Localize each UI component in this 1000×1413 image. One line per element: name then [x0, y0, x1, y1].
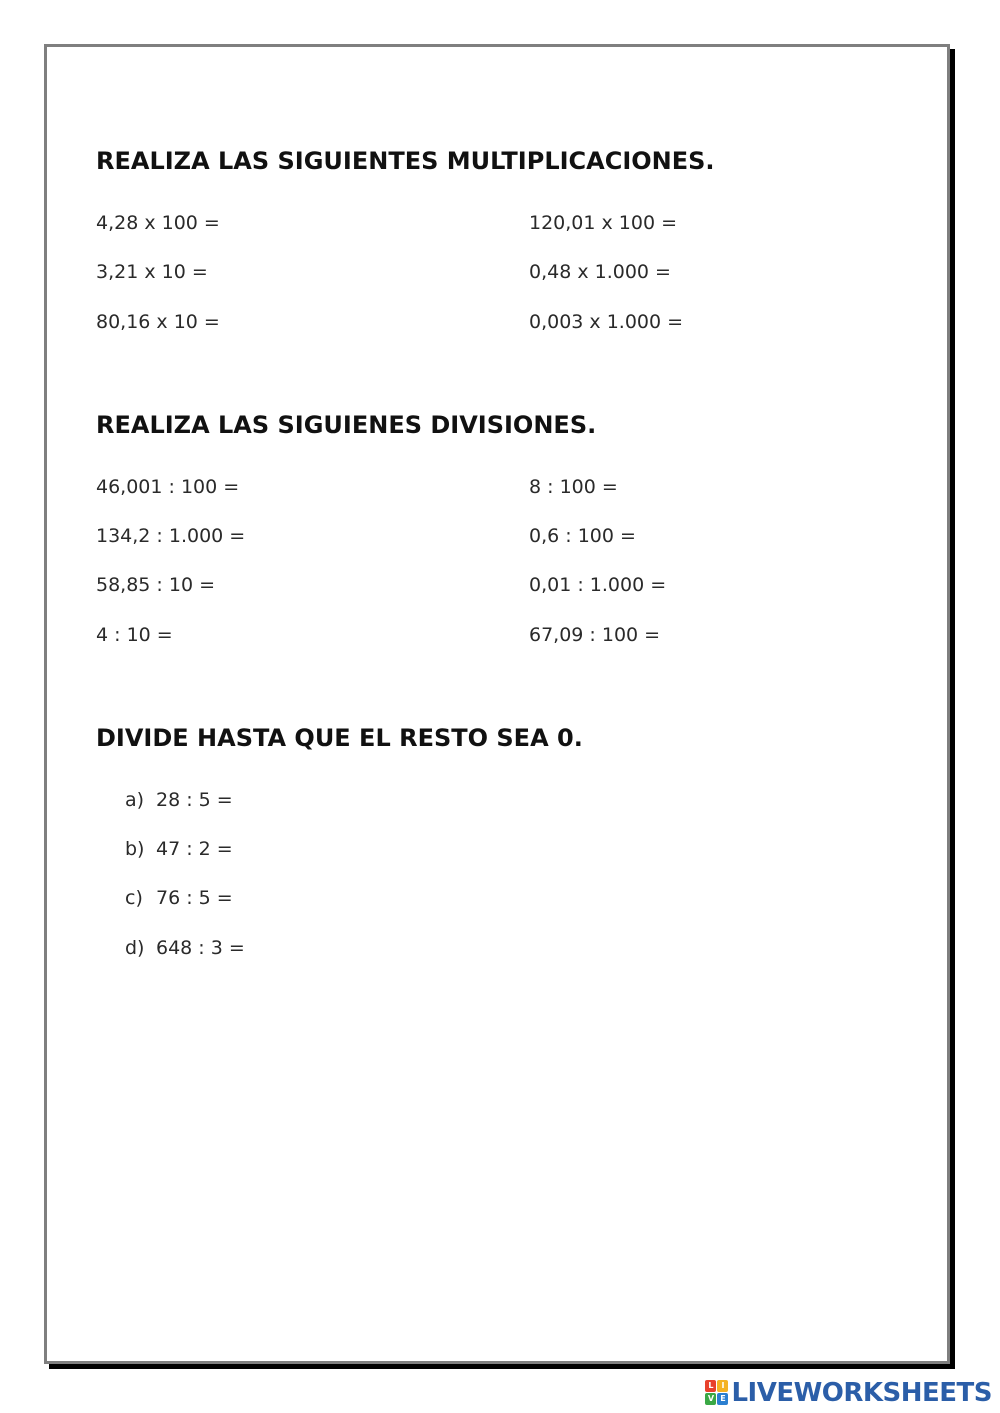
item-expression: 648 : 3 =	[156, 937, 245, 959]
logo-square: L	[705, 1380, 716, 1392]
long-division-item[interactable]	[125, 789, 233, 811]
item-letter: d)	[125, 937, 145, 959]
multiplication-exercise[interactable]: 80,16 x 10 =	[96, 311, 220, 333]
liveworksheets-logo-icon	[705, 1380, 729, 1406]
multiplication-exercise[interactable]: 4,28 x 100 =	[96, 212, 220, 234]
multiplication-exercise[interactable]: 120,01 x 100 =	[529, 212, 678, 234]
division-exercise[interactable]: 58,85 : 10 =	[96, 574, 216, 596]
long-division-heading: DIVIDE HASTA QUE EL RESTO SEA 0.	[96, 724, 583, 752]
division-exercise[interactable]: 0,01 : 1.000 =	[529, 574, 667, 596]
division-exercise[interactable]: 4 : 10 =	[96, 624, 173, 646]
division-exercise[interactable]: 0,6 : 100 =	[529, 525, 636, 547]
liveworksheets-brand[interactable]	[705, 1376, 992, 1410]
item-letter: c)	[125, 887, 143, 909]
item-expression: 47 : 2 =	[156, 838, 233, 860]
logo-square: I	[717, 1380, 728, 1392]
division-heading: REALIZA LAS SIGUIENES DIVISIONES.	[96, 411, 597, 439]
multiplication-exercise[interactable]: 0,003 x 1.000 =	[529, 311, 684, 333]
long-division-item[interactable]	[125, 887, 233, 909]
long-division-item[interactable]	[125, 937, 245, 959]
division-exercise[interactable]: 46,001 : 100 =	[96, 476, 240, 498]
item-letter: b)	[125, 838, 145, 860]
item-expression: 28 : 5 =	[156, 789, 233, 811]
multiplication-exercise[interactable]: 0,48 x 1.000 =	[529, 261, 671, 283]
item-letter: a)	[125, 789, 145, 811]
logo-square: E	[717, 1393, 728, 1405]
liveworksheets-wordmark: LIVEWORKSHEETS	[731, 1378, 992, 1408]
division-exercise[interactable]: 8 : 100 =	[529, 476, 618, 498]
division-exercise[interactable]: 134,2 : 1.000 =	[96, 525, 246, 547]
multiplication-exercise[interactable]: 3,21 x 10 =	[96, 261, 208, 283]
worksheet-page	[44, 44, 950, 1364]
logo-square: V	[705, 1393, 716, 1405]
long-division-item[interactable]	[125, 838, 233, 860]
item-expression: 76 : 5 =	[156, 887, 233, 909]
division-exercise[interactable]: 67,09 : 100 =	[529, 624, 661, 646]
multiplication-heading: REALIZA LAS SIGUIENTES MULTIPLICACIONES.	[96, 147, 715, 175]
